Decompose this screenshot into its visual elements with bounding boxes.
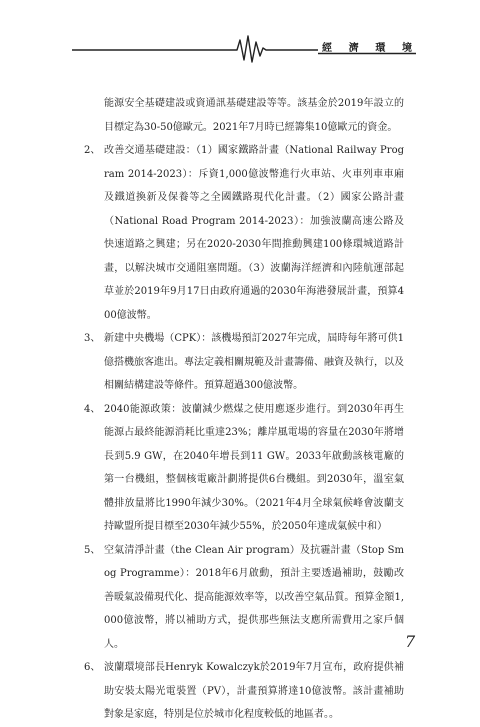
section-title-char: 環 — [375, 43, 386, 54]
list-item — [84, 139, 404, 327]
page-number: 7 — [405, 632, 416, 651]
heartbeat-line-icon — [0, 0, 480, 70]
paragraph-text: 能源安全基礎建設或資通訊基礎建設等等。該基金於2019年設立的目標定為30-50億歐元。2021年7月時已經籌集10億歐元的資金。 — [104, 98, 404, 133]
section-title-char: 濟 — [348, 43, 359, 54]
list-number: 3、 — [84, 333, 101, 344]
list-number: 4、 — [84, 403, 101, 415]
list-number: 5、 — [84, 544, 101, 556]
body-text — [84, 92, 404, 727]
list-item — [84, 398, 404, 539]
list-item-text: 改善交通基礎建設：（1）國家鐵路計畫（National Railway Program 2014-2023）：斥資1,000億波幣進行火車站、火車列車車廂及鐵道換新及保養等之全國鐵路現代化計畫。（2）國家公路計畫（National Road Program 2014-2023）：加強波蘭高速公路及快速道路之興建；另在2020-2030年間推動興建100條環城道路計畫，以解決城市交通阻塞問題。（3）波蘭海洋經濟和內陸航運部起草並於2019年9月17日由政府通過的2030年海港發展計畫，預算400億波幣。 — [104, 145, 404, 321]
list-item-text: 空氣清淨計畫（the Clean Air program）及抗霾計畫（Stop Smog Programme）：2018年6月啟動，預計主要透過補助，鼓勵改善暖氣設備現代化、提高能源效率等，以改善空氣品質。預算金額1,000億波幣，將以補助方式，提供那些無法支應所需費用之家戶個人。 — [104, 544, 404, 650]
list-item-text: 波蘭環境部長Henryk Kowalczyk於2019年7月宣布，政府提供補助安裝太陽光電裝置（PV），計畫預算將達10億波幣。該計畫補助對象是家庭，特別是位於城市化程度較低的地區者。。 — [104, 662, 404, 720]
section-title-char: 境 — [401, 43, 412, 54]
list-item — [84, 327, 404, 398]
list-item-text: 新建中央機場（CPK）：該機場預訂2027年完成，屆時每年將可供1億搭機旅客進出。專法定義相關規範及計畫籌備、融資及執行，以及相關結構建設等條件。預算超過300億波幣。 — [104, 333, 404, 391]
list-number: 6、 — [84, 662, 101, 673]
list-number: 2、 — [84, 145, 101, 156]
section-title — [322, 40, 412, 53]
paragraph-continuation — [104, 92, 404, 139]
list-item — [84, 656, 404, 727]
list-item — [84, 539, 404, 657]
list-item-text: 2040能源政策：波蘭減少燃煤之使用應逐步進行。到2030年再生能源占最終能源消耗比重達23%；離岸風電場的容量在2030年將增長到5.9 GW，在2040年增長到11 GW。2033年啟動該核電廠的第一台機組，整個核電廠計劃將提供6台機組。到2030年，溫室氣體排放量將比1990年減少30%。（2021年4月全球氣候峰會波蘭支持歐盟所提目標至2030年減少55%，於2050年達成氣候中和） — [104, 403, 404, 532]
page-header — [0, 0, 480, 70]
section-title-char: 經 — [322, 43, 332, 54]
